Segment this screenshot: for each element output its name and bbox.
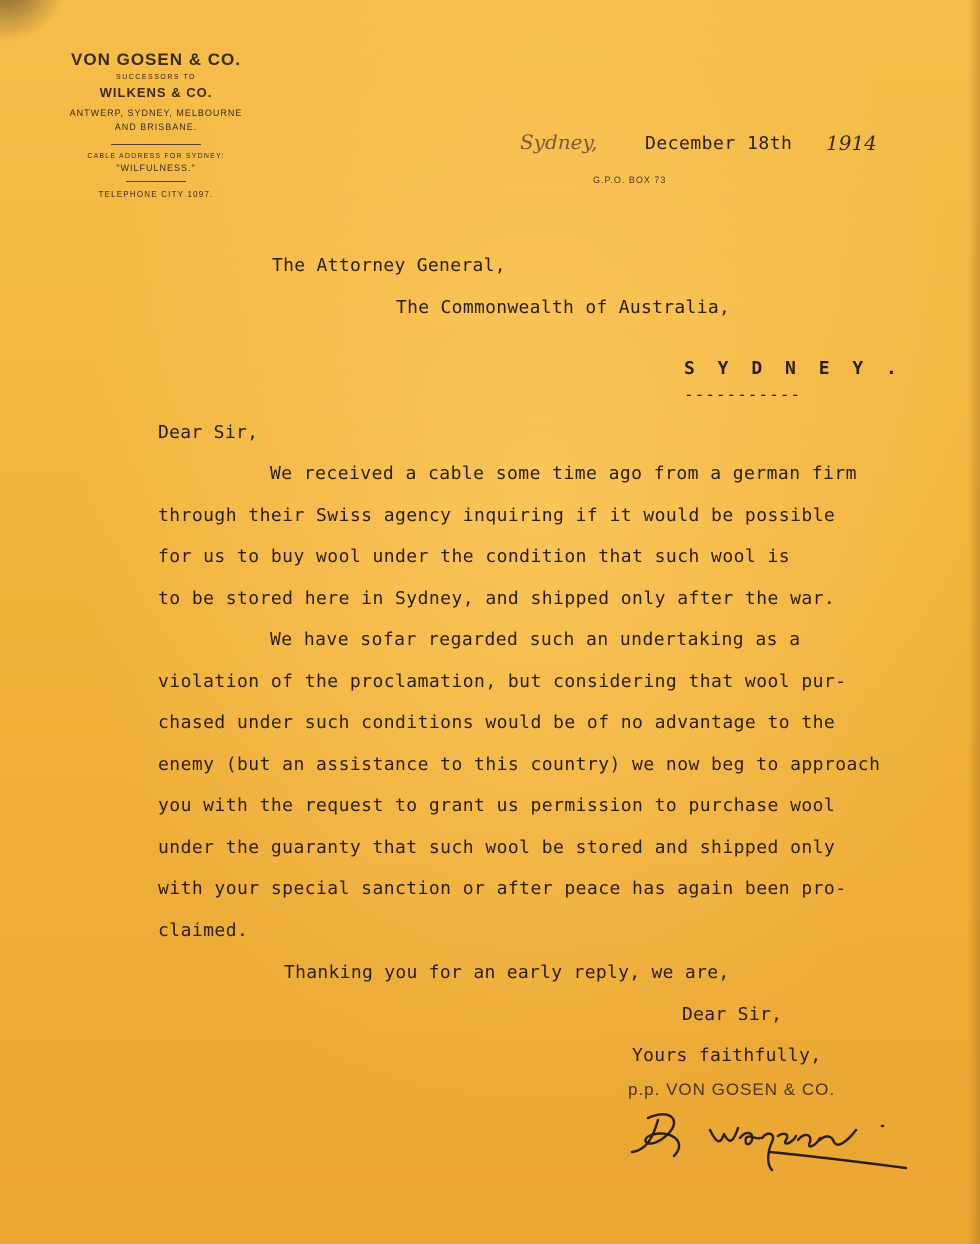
letterhead-firm-name: VON GOSEN & CO. <box>71 50 241 69</box>
letterhead-cities-line2: AND BRISBANE. <box>114 122 198 132</box>
letterhead-divider <box>111 144 201 145</box>
body-line: violation of the proclamation, but considering that wool pur- <box>158 671 847 692</box>
letterhead-previous-firm: WILKENS & CO. <box>99 85 213 100</box>
body-line: to be stored here in Sydney, and shipped only after the war. <box>158 588 836 609</box>
body-line: We have sofar regarded such an undertaking as a <box>270 629 801 650</box>
letterhead-cable-code: "WILFULNESS." <box>116 163 196 173</box>
body-line: through their Swiss agency inquiring if it would be possible <box>158 505 836 526</box>
dateline-po-box: G.P.O. BOX 73 <box>593 175 667 185</box>
address-line-1: The Attorney General, <box>272 255 506 276</box>
body-line: claimed. <box>158 920 249 941</box>
letterhead-cities <box>56 106 256 134</box>
dateline-date: December 18th <box>645 133 793 154</box>
handwritten-signature <box>620 1090 920 1180</box>
address-city-underline: ----------- <box>684 385 801 404</box>
body-line: chased under such conditions would be of no advantage to the <box>158 712 836 733</box>
closing-dear-sir: Dear Sir, <box>682 1004 783 1025</box>
letterhead-successors-to: SUCCESSORS TO <box>116 74 196 81</box>
letterhead-telephone: TELEPHONE CITY 1097. <box>98 190 214 199</box>
body-line: you with the request to grant us permission to purchase wool <box>158 795 836 816</box>
letterhead <box>36 50 276 199</box>
page-edge-shadow <box>968 0 980 1244</box>
address-line-2: The Commonwealth of Australia, <box>396 297 731 318</box>
body-line: enemy (but an assistance to this country) we now beg to approach <box>158 754 881 775</box>
letterhead-cable-address: CABLE ADDRESS FOR SYDNEY: <box>87 153 225 160</box>
address-city: S Y D N E Y . <box>684 358 903 379</box>
salutation: Dear Sir, <box>158 422 259 443</box>
body-line: under the guaranty that such wool be stored and shipped only <box>158 837 836 858</box>
dateline-year: 1914 <box>826 131 877 155</box>
letterhead-cities-line1: ANTWERP, SYDNEY, MELBOURNE <box>69 108 243 118</box>
letterhead-divider-2 <box>126 181 186 182</box>
body-line: with your special sanction or after peace has again been pro- <box>158 878 847 899</box>
dateline-place: Sydney, <box>520 130 598 154</box>
closing-pp-firm: p.p. VON GOSEN & CO. <box>628 1080 836 1099</box>
closing-thanks: Thanking you for an early reply, we are, <box>284 962 730 983</box>
body-line: We received a cable some time ago from a german firm <box>270 463 857 484</box>
closing-yours-faithfully: Yours faithfully, <box>632 1045 822 1066</box>
body-line: for us to buy wool under the condition that such wool is <box>158 546 791 567</box>
